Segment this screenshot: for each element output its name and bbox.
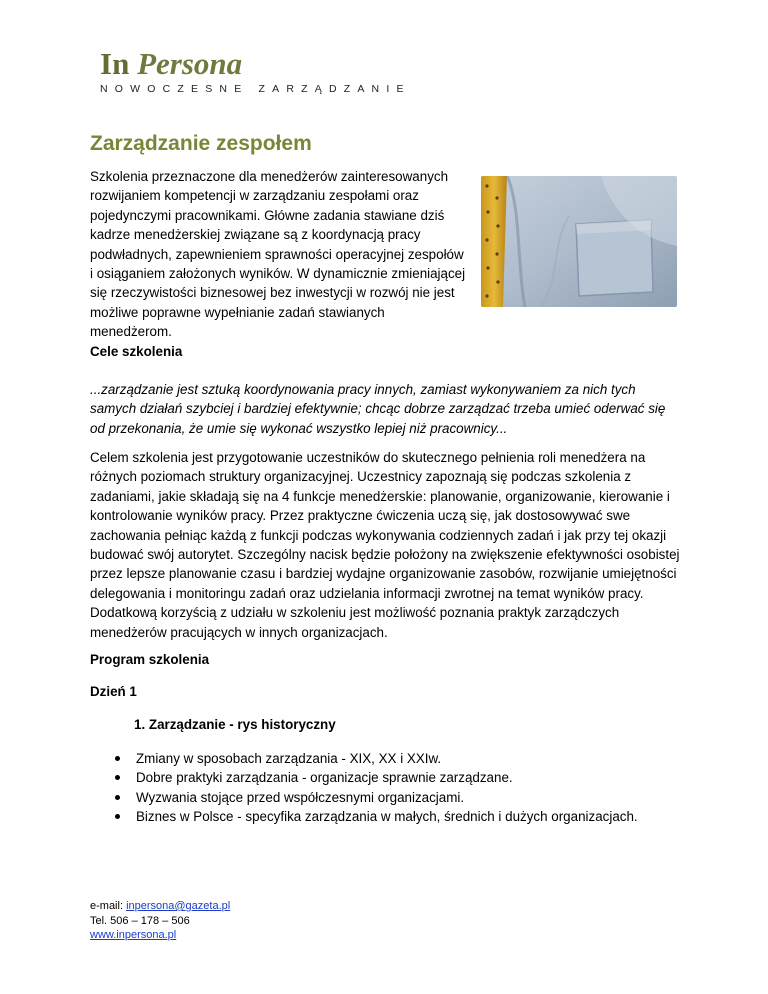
list-item-text: Biznes w Polsce - specyfika zarządzania w małych, średnich i dużych organizacjach. <box>136 809 638 825</box>
email-label: e-mail: <box>90 900 127 912</box>
footer-phone: Tel. 506 – 178 – 506 <box>90 914 190 927</box>
logo-persona: Persona <box>137 46 243 81</box>
bullet-icon <box>115 795 120 800</box>
company-logo <box>100 44 411 95</box>
logo-tagline: NOWOCZESNE ZARZĄDZANIE <box>100 83 411 95</box>
footer-contact <box>90 899 230 943</box>
bullet-icon <box>115 756 120 761</box>
footer-website-line <box>90 928 230 943</box>
program-section-title: 1. Zarządzanie - rys historyczny <box>134 717 336 732</box>
list-item <box>112 768 638 787</box>
program-day: Dzień 1 <box>90 684 137 699</box>
website-link[interactable]: www.inpersona.pl <box>90 929 177 941</box>
list-item-text: Dobre praktyki zarządzania - organizacje sprawnie zarządzane. <box>136 770 513 786</box>
email-link[interactable]: inpersona@gazeta.pl <box>126 900 231 912</box>
goals-quote: ...zarządzanie jest sztuką koordynowania pracy innych, zamiast wykonywaniem za nich tych samych działań szybciej i bardziej efektywnie; chcąc dobrze zarządzać trzeba umieć oderwać się od przekonania, że umie się wykonać wszystko lepiej niż pracownicy... <box>90 382 666 436</box>
logo-wordmark <box>100 44 411 84</box>
list-item-text: Wyzwania stojące przed współczesnymi organizacjami. <box>136 789 465 805</box>
list-item <box>112 749 638 768</box>
list-item-text: Zmiany w sposobach zarządzania - XIX, XX i XXIw. <box>136 751 442 766</box>
shirt-illustration <box>481 176 677 307</box>
footer-email-line <box>90 899 230 914</box>
program-item-list <box>112 749 638 827</box>
intro-paragraph: Szkolenia przeznaczone dla menedżerów zainteresowanych rozwijaniem kompetencji w zarządzaniu zespołami oraz pojedynczymi pracownikami. Główne zadania stawiane dziś kadrze menedżerskiej związane są z koordynacją pracy podwładnych, zapewnieniem sprawności operacyjnej zespołów i osiąganiem założonych wyników. W dynamicznie zmieniającej się rzeczywistości biznesowej bez inwestycji w rozwój nie jest możliwe poprawne wypełnianie zadań stawianych menedżerom. <box>90 169 466 340</box>
list-item <box>112 807 638 826</box>
bullet-icon <box>115 814 120 819</box>
bullet-icon <box>115 775 120 780</box>
program-heading: Program szkolenia <box>90 652 210 667</box>
page-title: Zarządzanie zespołem <box>90 132 312 155</box>
logo-in: In <box>100 46 130 81</box>
shirt-photo <box>481 176 677 307</box>
goals-heading: Cele szkolenia <box>90 344 183 359</box>
list-item <box>112 788 638 807</box>
goals-body: Celem szkolenia jest przygotowanie uczestników do skutecznego pełnienia roli menedżera na różnych poziomach struktury organizacyjnej. Uczestnicy zapoznają się podczas szkolenia z zadaniami, jakie składają się na 4 funkcje menedżerskie: planowanie, organizowanie, kierowanie i kontrolowanie wyników pracy. Przez praktyczne ćwiczenia uczą się, jak dostosowywać swe zachowania pełniąc każdą z funkcji podczas wykonywania codziennych zadań i jak przy tej okazji budować swój autorytet. Szczególny nacisk będzie położony na zwiększenie efektywności osobistej przez lepsze planowanie czasu i bardziej wydajne organizowanie zasobów, rozwijanie umiejętności delegowania i monitoringu zadań oraz udzielania informacji zwrotnej na temat wyników pracy. Dodatkową korzyścią z udziału w szkoleniu jest możliwość poznania praktyk zarządczych menedżerów pracujących w innych organizacjach. <box>90 450 680 640</box>
